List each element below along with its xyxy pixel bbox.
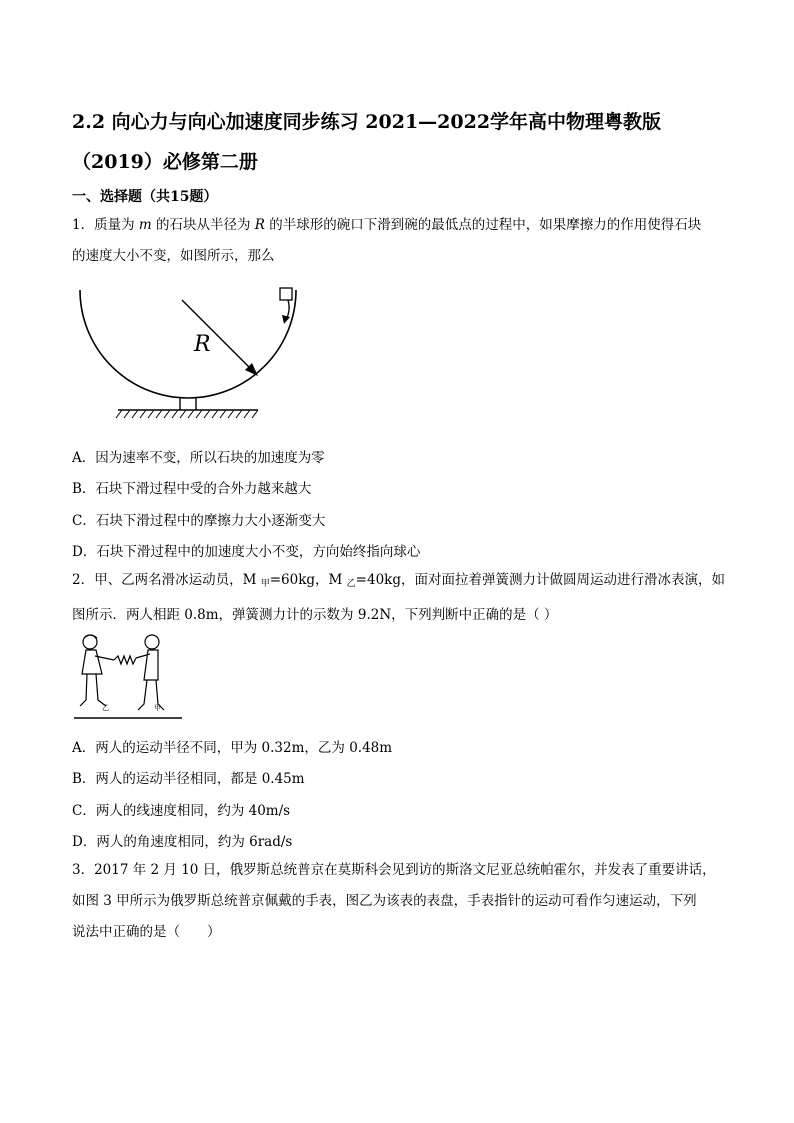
left-skater-leg-1 [80, 674, 87, 706]
motion-arrowhead [282, 315, 290, 324]
title-line-2: （2019）必修第二册 [72, 151, 258, 173]
q1-option-a: A．因为速率不变，所以石块的加速度为零 [72, 450, 325, 466]
q1-stem-part: 1．质量为 [72, 217, 139, 233]
q1-option-d: D．石块下滑过程中的加速度大小不变，方向始终指向球心 [72, 544, 421, 560]
q1-stem-line-2: 的速度大小不变，如图所示，那么 [72, 248, 275, 264]
question-1-stem [72, 210, 727, 272]
right-skater-leg-1 [138, 680, 147, 710]
question-2-stem [72, 565, 727, 631]
q3-line-3: 说法中正确的是（ ） [72, 924, 221, 940]
radius-line [182, 300, 252, 370]
skaters-figure [72, 630, 184, 722]
spring-scale [114, 656, 136, 664]
q3-line-2: 如图 3 甲所示为俄罗斯总统普京佩戴的手表，图乙为该表的表盘，手表指针的运动可看作匀速运动，下列 [72, 893, 697, 909]
hemispherical-bowl-figure [72, 282, 312, 424]
q2-stem-part: 2．甲、乙两名滑冰运动员，M [72, 572, 261, 588]
q1-option-c: C．石块下滑过程中的摩擦力大小逐渐变大 [72, 513, 326, 529]
q2-option-b: B．两人的运动半径相同，都是 0.45m [72, 771, 305, 787]
q1-option-b: B．石块下滑过程中受的合外力越来越大 [72, 481, 312, 497]
q2-stem-part: =40kg，面对面拉着弹簧测力计做圆周运动进行滑冰表演，如 [355, 572, 725, 588]
label-yi: 乙 [102, 704, 109, 712]
stone-block [280, 288, 292, 300]
q2-stem-line-2: 图所示．两人相距 0.8m，弹簧测力计的示数为 9.2N，下列判断中正确的是（ ） [72, 607, 558, 623]
q1-var-r: R [254, 217, 265, 233]
q2-sub-yi: 乙 [346, 579, 356, 589]
left-skater-dress [82, 650, 102, 674]
q2-sub-jia: 甲 [260, 579, 270, 589]
q3-line-1: 3．2017 年 2 月 10 日，俄罗斯总统普京在莫斯科会见到访的斯洛文尼亚总统帕霍尔，并发表了重要讲话， [72, 862, 716, 878]
section-heading: 一、选择题（共15题） [72, 189, 218, 205]
question-3-stem [72, 855, 727, 948]
document-title [72, 102, 732, 182]
title-line-1: 2.2 向心力与向心加速度同步练习 2021—2022学年高中物理粤教版 [72, 111, 662, 133]
q2-option-d: D．两人的角速度相同，约为 6rad/s [72, 834, 293, 850]
q2-option-a: A．两人的运动半径不同，甲为 0.32m，乙为 0.48m [72, 740, 393, 756]
right-skater-head [145, 635, 159, 649]
q1-stem-part: 的石块从半径为 [151, 217, 255, 233]
q1-var-m: m [138, 217, 152, 233]
q1-stem-part: 的半球形的碗口下滑到碗的最低点的过程中，如果摩擦力的作用使得石块 [264, 217, 702, 233]
ground-hatching [116, 410, 258, 418]
label-jia: 甲 [154, 704, 161, 712]
left-skater-leg-2 [96, 674, 106, 706]
q2-stem-part: =60kg，M [269, 572, 347, 588]
q2-option-c: C．两人的线速度相同，约为 40m/s [72, 803, 291, 819]
radius-label: R [194, 332, 211, 357]
